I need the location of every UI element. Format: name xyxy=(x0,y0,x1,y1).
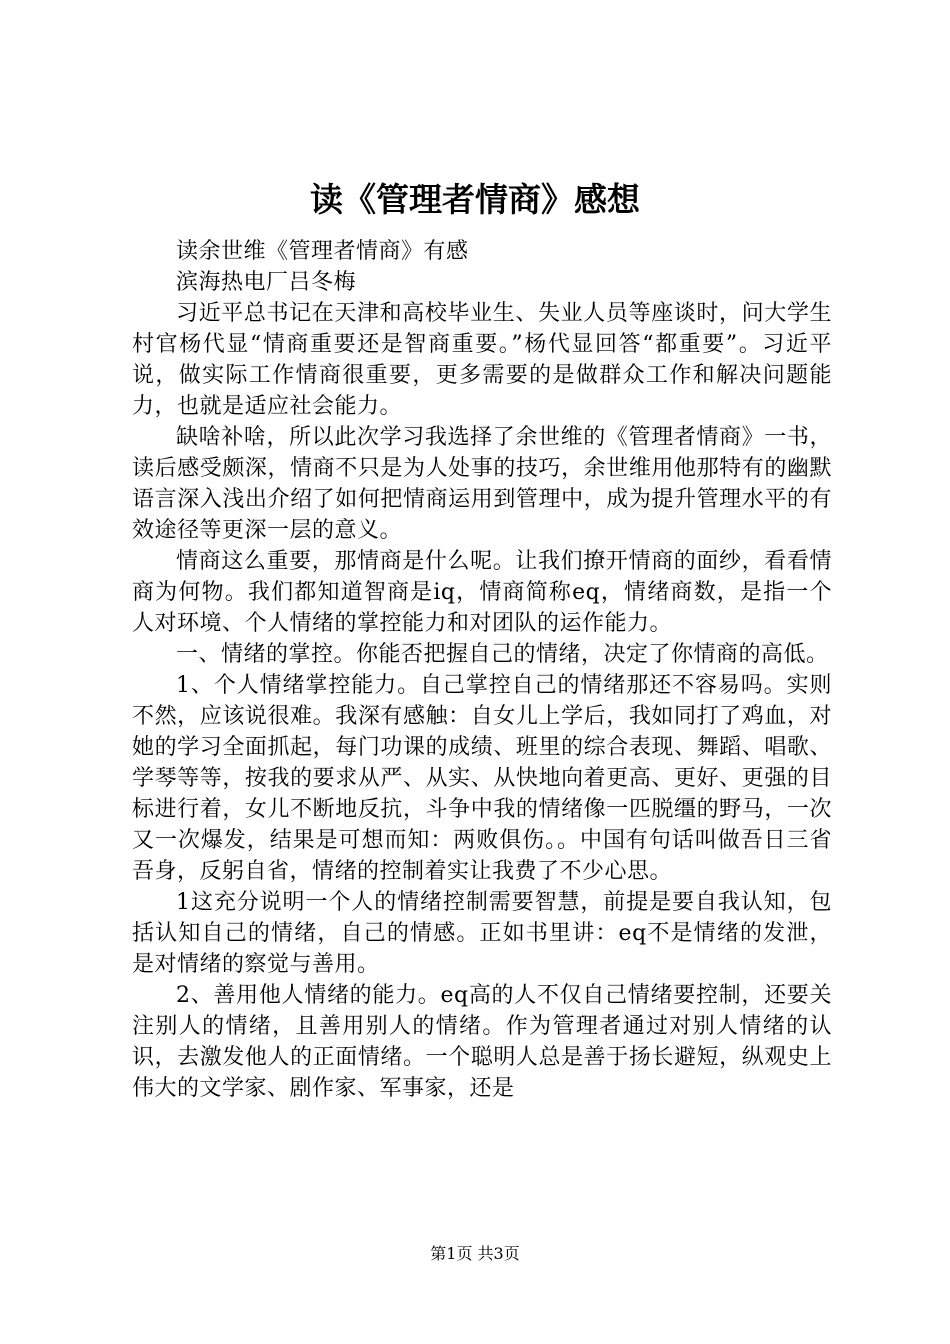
page-footer: 第1页 共3页 xyxy=(430,1244,520,1263)
document-body xyxy=(132,236,832,1104)
paragraph: 1、个人情绪掌控能力。自己掌控自己的情绪那还不容易吗。实则不然，应该说很难。我深有感触：自女儿上学后，我如同打了鸡血，对她的学习全面抓起，每门功课的成绩、班里的综合表现、舞蹈、唱歌、学琴等等，按我的要求从严、从实、从快地向着更高、更好、更强的目标进行着，女儿不断地反抗，斗争中我的情绪像一匹脱缰的野马，一次又一次爆发，结果是可想而知：两败俱伤。。中国有句话叫做吾日三省吾身，反躬自省，情绪的控制着实让我费了不少心思。 xyxy=(132,673,832,884)
paragraph: 2、善用他人情绪的能力。eq高的人不仅自己情绪要控制，还要关注别人的情绪，且善用别人的情绪。作为管理者通过对别人情绪的认识，去激发他人的正面情绪。一个聪明人总是善于扬长避短，纵观史上伟大的文学家、剧作家、军事家，还是 xyxy=(132,983,832,1101)
document-title: 读《管理者情商》感想 xyxy=(310,180,640,219)
paragraph: 缺啥补啥，所以此次学习我选择了余世维的《管理者情商》一书，读后感受颇深，情商不只是为人处事的技巧，余世维用他那特有的幽默语言深入浅出介绍了如何把情商运用到管理中，成为提升管理水平的有效途径等更深一层的意义。 xyxy=(132,425,832,543)
paragraph: 情商这么重要，那情商是什么呢。让我们撩开情商的面纱，看看情商为何物。我们都知道智商是iq，情商简称eq，情绪商数，是指一个人对环境、个人情绪的掌控能力和对团队的运作能力。 xyxy=(132,549,832,636)
author-line: 滨海热电厂吕冬梅 xyxy=(176,270,357,295)
paragraph: 1这充分说明一个人的情绪控制需要智慧，前提是要自我认知，包括认知自己的情绪，自己的情感。正如书里讲：eq不是情绪的发泄，是对情绪的察觉与善用。 xyxy=(132,890,832,977)
paragraph: 一、情绪的掌控。你能否把握自己的情绪，决定了你情商的高低。 xyxy=(176,642,829,667)
paragraph: 习近平总书记在天津和高校毕业生、失业人员等座谈时，问大学生村官杨代显“情商重要还是智商重要。”杨代显回答“都重要”。习近平说，做实际工作情商很重要，更多需要的是做群众工作和解决问题能力，也就是适应社会能力。 xyxy=(132,301,832,419)
subtitle: 读余世维《管理者情商》有感 xyxy=(176,239,469,264)
